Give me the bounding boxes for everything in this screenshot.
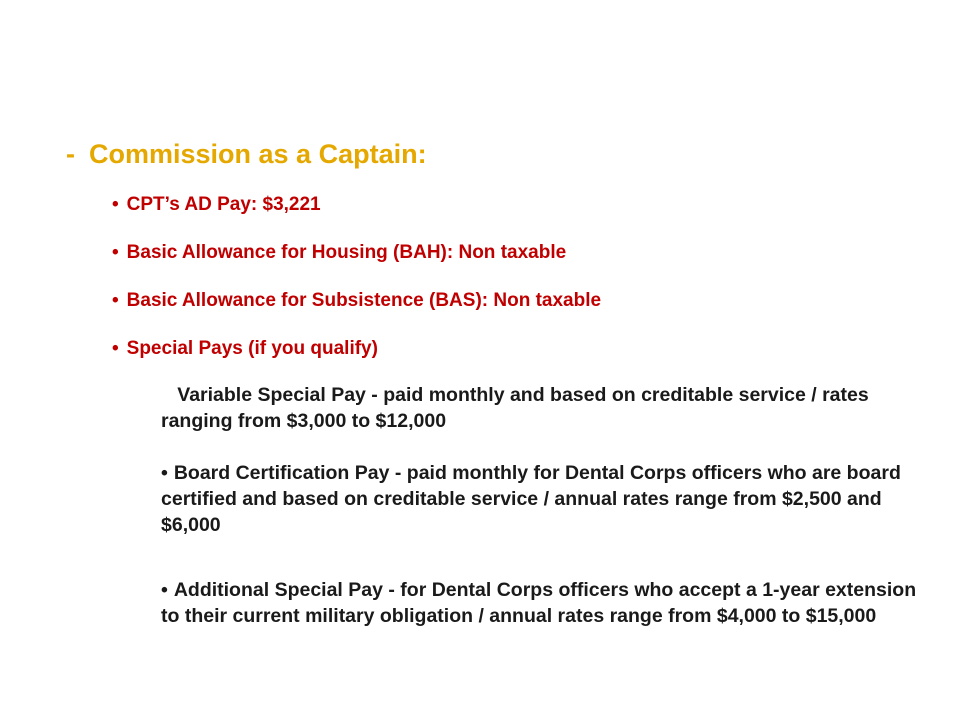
sub-item-marker: • <box>161 462 168 484</box>
bullet-text: Special Pays (if you qualify) <box>126 338 378 359</box>
heading-text: Commission as a Captain: <box>89 139 427 169</box>
heading-dash: - <box>66 139 75 169</box>
sub-item-additional-special-pay <box>161 577 921 629</box>
bullet-marker: • <box>112 194 119 215</box>
bullet-bah <box>112 241 601 264</box>
bullet-text: Basic Allowance for Housing (BAH): Non taxable <box>126 242 567 263</box>
bullet-text: Basic Allowance for Subsistence (BAS): Non taxable <box>126 290 602 311</box>
bullet-marker: • <box>112 290 119 311</box>
bullet-special-pays <box>112 337 601 360</box>
bullet-marker: • <box>112 242 119 263</box>
sub-item-text: Board Certification Pay - paid monthly for Dental Corps officers who are board certified and based on creditable service / annual rates range from $2,500 and $6,000 <box>161 462 901 536</box>
sub-item-text: Additional Special Pay - for Dental Corps officers who accept a 1-year extension to their current military obligation / annual rates range from $4,000 to $15,000 <box>161 579 917 627</box>
bullet-bas <box>112 289 601 312</box>
sub-item-marker: • <box>161 579 168 601</box>
slide-heading <box>66 139 427 170</box>
pay-bullet-list <box>112 193 601 385</box>
sub-item-text: Variable Special Pay - paid monthly and based on creditable service / rates ranging from $3,000 to $12,000 <box>161 384 875 432</box>
sub-item-board-certification-pay <box>161 460 921 538</box>
sub-item-variable-special-pay <box>161 382 921 434</box>
bullet-ad-pay <box>112 193 601 216</box>
bullet-text: CPT’s AD Pay: $3,221 <box>126 194 321 215</box>
bullet-marker: • <box>112 338 119 359</box>
